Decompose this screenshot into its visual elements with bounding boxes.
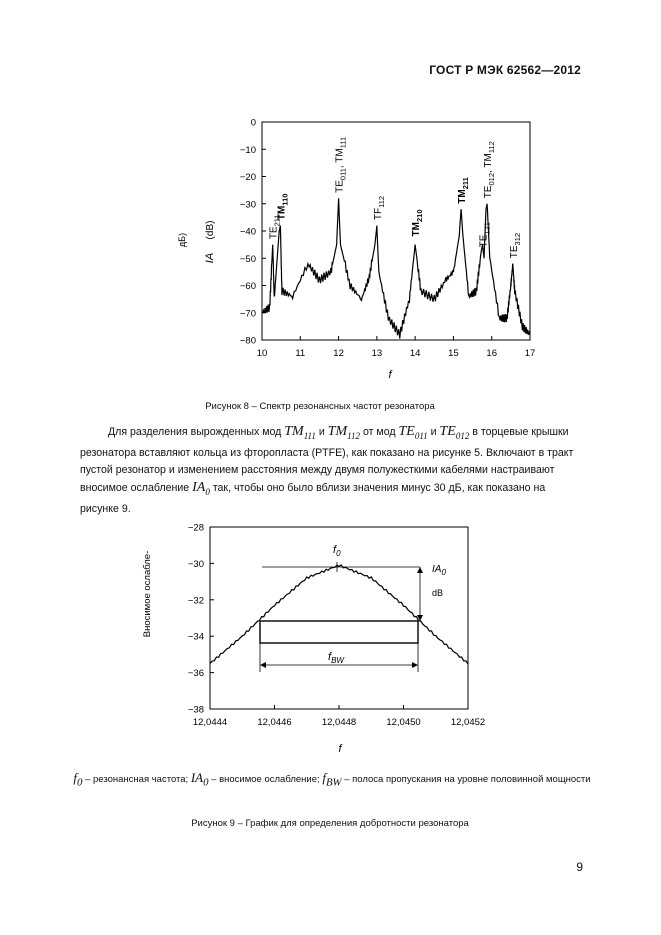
mode-te012: $TE_{012}$ (439, 424, 470, 441)
fig8-xtick-label: 13 (371, 348, 383, 359)
symbol-ia0: $IA_0$ (192, 479, 210, 497)
mode-tm111: $TM_{111}$ (284, 424, 316, 441)
figure-9-legend (32, 770, 632, 791)
fig8-xtick-label: 17 (524, 348, 536, 359)
fig8-ytick-label: −50 (239, 253, 256, 265)
fig8-mode-label: $TE_{012}$, $TM_{112}$ (483, 141, 497, 199)
fig9-bw-arrowhead-left (260, 662, 266, 668)
legend-fbw-text: – полоса пропускания на уровне половинной мощности (341, 774, 591, 785)
fig9-f0-label: $f_0$ (333, 544, 341, 558)
fig8-ytick-label: −80 (239, 335, 256, 347)
legend-ia-symbol: $IA_0$ (190, 770, 209, 789)
mode-tm112: $TM_{112}$ (327, 424, 361, 441)
fig8-ytick-label: 0 (250, 117, 256, 129)
body-paragraph (80, 423, 580, 518)
fig8-ytick-label: −30 (239, 199, 256, 211)
fig8-xtick-label: 16 (486, 348, 498, 359)
fig9-ytick-label: −38 (187, 704, 204, 716)
fig8-ytick-label: −60 (239, 281, 256, 292)
fig9-ylabel: Вносимое ослабле- (142, 550, 153, 638)
fig8-mode-label: $TM_{210}$ (411, 209, 425, 237)
figure-8-chart (150, 105, 570, 395)
fig9-ytick-label: −36 (187, 668, 204, 680)
fig9-xlabel: f (338, 743, 342, 755)
fig8-ytick-label: −40 (239, 226, 256, 238)
fig8-mode-labels (269, 137, 522, 258)
fig9-fbw-label: $f_{BW}$ (328, 651, 344, 665)
fig9-xtick-label: 12,0444 (192, 717, 228, 728)
fig8-ylabel-unit: дБ) (177, 232, 187, 248)
fig8-mode-label: $TE_{011}$, $TM_{111}$ (334, 136, 348, 193)
fig9-bw-arrowhead-right (412, 662, 418, 668)
fig8-mode-label: $TM_{110}$ (276, 193, 290, 221)
para-text-1: Для разделения вырожденных мод (108, 426, 282, 438)
fig9-resonance-curve (210, 565, 468, 664)
fig8-spectrum-line (262, 195, 530, 338)
fig9-xtick-label: 12,0452 (450, 717, 486, 728)
fig9-bandwidth-rect (260, 621, 418, 643)
fig8-mode-label: $TE_{312}$ (508, 232, 522, 259)
legend-fbw-symbol: $f_{BW}$ (322, 770, 342, 789)
fig9-xtick-label: 12,0446 (257, 717, 292, 728)
document-header: ГОСТ Р МЭК 62562—2012 (429, 63, 581, 77)
para-text-2: в торцевые крышки резонатора вставляют кольца из фторопласта (PTFE), как показано на рисунке 5. Включают в тракт пустой резонатор и изменением расстояния между двумя полужесткими кабелями настраивают вносимое ослабление (80, 426, 574, 494)
fig8-xtick-label: 11 (295, 348, 306, 359)
figure-9-chart (120, 515, 500, 760)
figure-8-caption: Рисунок 8 – Спектр резонансных частот резонатора (205, 401, 435, 412)
fig9-db-label: dB (432, 588, 444, 598)
fig9-x-ticks (193, 705, 485, 728)
fig9-ytick-label: −30 (187, 558, 204, 570)
legend-f0-text: – резонансная частота; (82, 774, 189, 785)
fig8-mode-label: $TE_{121}$ (478, 222, 492, 248)
legend-f0-symbol: $f_0$ (73, 770, 83, 789)
fig8-ytick-label: −20 (239, 172, 256, 183)
fig8-xtick-label: 14 (409, 348, 421, 359)
legend-ia-text: – вносимое ослабление; (208, 774, 320, 785)
para-and-1: и (318, 426, 325, 438)
para-from: от мод (362, 426, 396, 438)
fig9-xtick-label: 12,0448 (321, 717, 357, 728)
fig8-xtick-label: 15 (448, 348, 459, 359)
fig8-ytick-label: −10 (239, 144, 256, 156)
fig8-xtick-label: 10 (256, 348, 268, 359)
fig8-x-ticks (257, 336, 536, 359)
para-and-2: и (430, 426, 437, 438)
fig9-ytick-label: −28 (187, 522, 204, 534)
fig9-ia-label: $IA_0$ (432, 564, 446, 577)
fig8-xlabel: f (388, 369, 392, 381)
fig8-ylabel-ia: IA (204, 252, 216, 264)
fig8-ylabel-db: (dB) (205, 220, 216, 240)
fig9-ia-arrowhead-top (417, 567, 423, 573)
fig9-ytick-label: −34 (187, 631, 204, 643)
fig8-mode-label: $TM_{211}$ (457, 177, 471, 204)
fig9-xtick-label: 12,0450 (386, 717, 421, 728)
fig8-mode-label: $TF_{112}$ (372, 195, 386, 221)
para-text-3: так, чтобы оно было вблизи значения минус 30 дБ, как показано на рисунке 9. (80, 481, 546, 515)
mode-te011: $TE_{011}$ (398, 424, 428, 441)
fig9-ytick-label: −32 (187, 595, 204, 607)
fig8-ytick-label: −70 (239, 308, 256, 320)
fig8-mode-label: $TE_{211}$ (268, 214, 282, 240)
fig8-xtick-label: 12 (333, 348, 344, 359)
page-number: 9 (576, 860, 583, 874)
figure-9-caption: Рисунок 9 – График для определения добротности резонатора (191, 818, 469, 829)
